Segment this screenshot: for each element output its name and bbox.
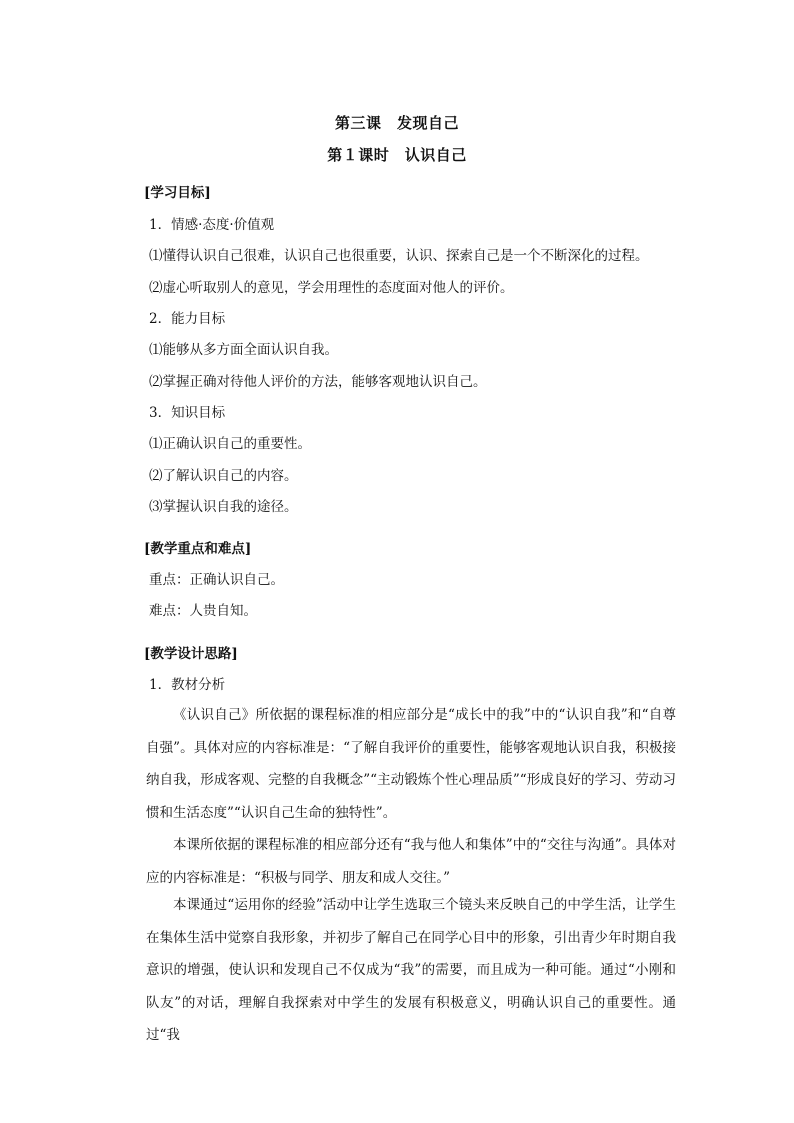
paragraph-lesson-design: 本课通过“运用你的经验”活动中让学生选取三个镜头来反映自己的中学生活，让学生在集体生活中觉察自我形象，并初步了解自己在同学心目中的形象，引出青少年时期自我意识的增强，使认识和发现自己不仅成为“我”的需要，而且成为一种可能。通过“小刚和队友”的对话，理解自我探索对中学生的发展有积极意义，明确认识自己的重要性。通过“我 [146, 897, 676, 1043]
difficult-point: 难点：人贵自知。 [149, 603, 257, 619]
goal-2-item-1: ⑴能够从多方面全面认识自我。 [149, 342, 338, 358]
goal-1-heading: 1．情感·态度·价值观 [149, 217, 275, 233]
goal-3-heading: 3．知识目标 [149, 405, 226, 421]
paragraph-curriculum-standard: 《认识自己》所依据的课程标准的相应部分是“成长中的我”中的“认识自我”和“自尊自强”。具体对应的内容标准是：“了解自我评价的重要性，能够客观地认识自我，积极接纳自我，形成客观、完整的自我概念”“主动锻炼个性心理品质”“形成良好的学习、劳动习惯和生活态度”“认识自己生命的独特性”。 [146, 707, 676, 821]
goal-1-item-1: ⑴懂得认识自己很难，认识自己也很重要，认识、探索自己是一个不断深化的过程。 [149, 248, 649, 264]
goal-1-item-2: ⑵虚心听取别人的意见，学会用理性的态度面对他人的评价。 [149, 280, 514, 296]
key-point: 重点：正确认识自己。 [149, 572, 284, 588]
lesson-title: 第三课 发现自己 [334, 114, 459, 132]
goal-3-item-2: ⑵了解认识自己的内容。 [149, 468, 298, 484]
goal-2-item-2: ⑵掌握正确对待他人评价的方法，能够客观地认识自己。 [149, 374, 487, 390]
section-heading-design: [教学设计思路] [144, 646, 238, 662]
design-1-heading: 1．教材分析 [149, 677, 226, 693]
goal-3-item-1: ⑴正确认识自己的重要性。 [149, 436, 311, 452]
section-heading-key-points: [教学重点和难点] [144, 541, 252, 557]
paragraph-curriculum-standard-2: 本课所依据的课程标准的相应部分还有“我与他人和集体”中的“交往与沟通”。具体对应的内容标准是：“积极与同学、朋友和成人交往。” [146, 837, 676, 886]
lesson-subtitle: 第１课时 认识自己 [327, 146, 467, 164]
section-heading-goals: [学习目标] [144, 185, 211, 201]
goal-2-heading: 2．能力目标 [149, 311, 226, 327]
goal-3-item-3: ⑶掌握认识自我的途径。 [149, 499, 298, 515]
